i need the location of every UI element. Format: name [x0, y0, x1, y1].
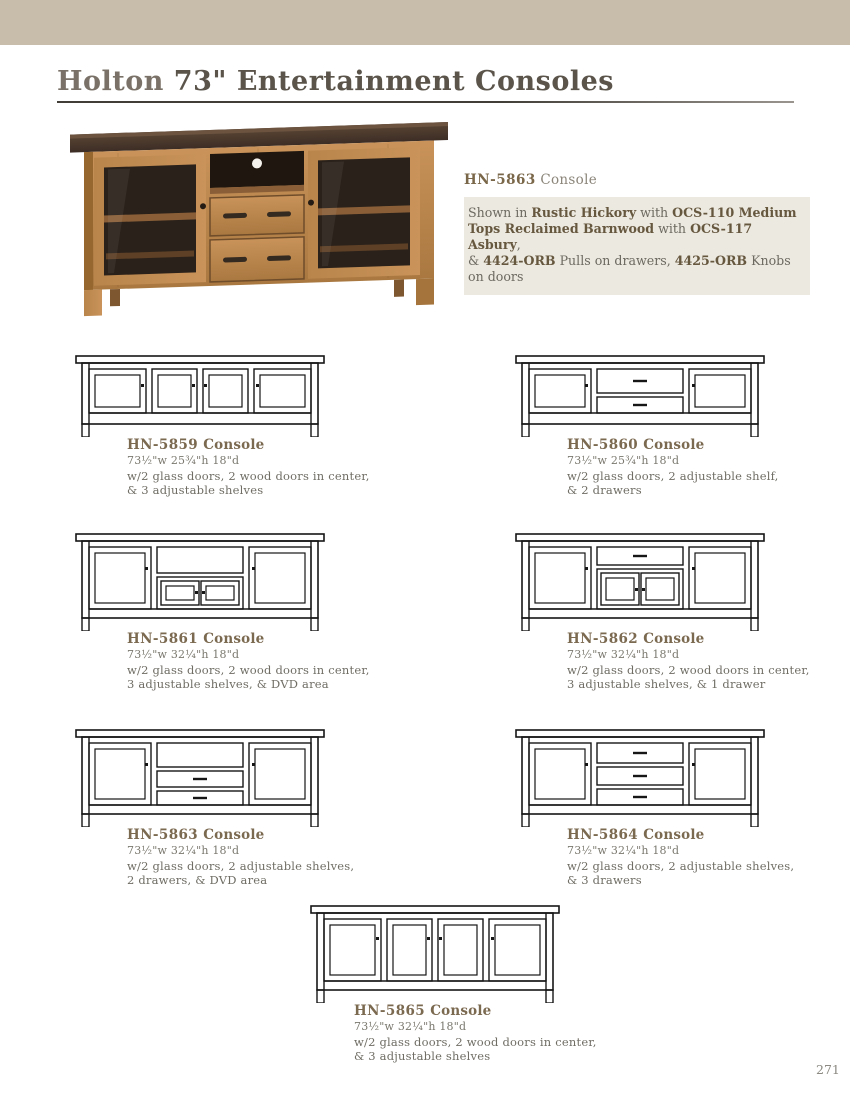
figure-dimensions: 73½"w 32¼"h 18"d	[567, 844, 680, 857]
figure-dimensions: 73½"w 32¼"h 18"d	[567, 648, 680, 661]
console-photo-graphic	[58, 106, 456, 320]
figure-caption	[354, 1003, 597, 1063]
figure-dimensions: 73½"w 32¼"h 18"d	[127, 648, 240, 661]
figure-description-line: w/2 glass doors, 2 wood doors in center,	[127, 663, 370, 677]
figure-description-line: 3 adjustable shelves, & 1 drawer	[567, 676, 766, 691]
page-title	[57, 66, 794, 97]
figure-model-code: HN-5860	[567, 437, 639, 453]
figure-dimensions: 73½"w 25¾"h 18"d	[127, 454, 240, 467]
shown-in-segment: Rustic Hickory	[531, 205, 637, 220]
figure-caption	[567, 827, 794, 887]
console-line-drawing	[310, 903, 597, 1003]
figure-description	[567, 470, 779, 497]
shown-in-segment: Pulls on drawers,	[555, 253, 675, 268]
figure-description-line: & 3 drawers	[567, 872, 642, 887]
hero-caption	[464, 172, 810, 295]
figure-dimensions: 73½"w 25¾"h 18"d	[567, 454, 680, 467]
figure-model-suffix: Console	[643, 827, 705, 843]
figure-description-line: w/2 glass doors, 2 adjustable shelves,	[567, 859, 795, 873]
console-figure	[75, 353, 370, 497]
figure-description-line: 3 adjustable shelves, & DVD area	[127, 676, 329, 691]
figure-model-name	[127, 827, 354, 843]
figure-caption	[567, 437, 779, 497]
figure-model-suffix: Console	[203, 827, 265, 843]
shown-in-segment: OCS-110 Medium	[672, 205, 797, 220]
console-line-drawing	[75, 727, 354, 827]
figure-description	[354, 1036, 597, 1063]
figure-description	[127, 664, 370, 691]
shown-in-segment: with	[636, 205, 673, 220]
figure-description-line: & 2 drawers	[567, 482, 642, 497]
figure-description-line: w/2 glass doors, 2 wood doors in center,	[354, 1035, 597, 1049]
page-title-bold: 73" Entertainment Consoles	[173, 66, 614, 97]
figure-model-name	[567, 631, 810, 647]
title-rule	[57, 101, 794, 103]
figure-description-line: w/2 glass doors, 2 wood doors in center,	[127, 469, 370, 483]
figure-model-name	[354, 1003, 597, 1019]
shown-in-segment: 4425-ORB	[674, 253, 748, 268]
shown-in-line	[468, 221, 802, 253]
shown-in-segment: Tops Reclaimed Barnwood	[468, 221, 655, 236]
figure-caption	[127, 437, 370, 497]
figure-caption	[127, 631, 370, 691]
shown-in-segment: Shown in	[468, 205, 532, 220]
figure-description	[567, 860, 794, 887]
figure-description-line: w/2 glass doors, 2 adjustable shelf,	[567, 469, 779, 483]
shown-in-segment: &	[468, 253, 484, 268]
figure-description-line: 2 drawers, & DVD area	[127, 872, 268, 887]
console-figure	[75, 531, 370, 691]
figure-model-suffix: Console	[203, 631, 265, 647]
shown-in-segment: 4424-ORB	[483, 253, 556, 268]
hero-model-name	[464, 172, 810, 188]
figure-description	[127, 470, 370, 497]
figure-model-code: HN-5861	[127, 631, 199, 647]
figure-description-line: w/2 glass doors, 2 adjustable shelves,	[127, 859, 355, 873]
console-photo	[58, 106, 456, 320]
figure-caption	[127, 827, 354, 887]
top-band	[0, 0, 850, 45]
console-figure	[515, 353, 779, 497]
shown-in-segment: with	[654, 221, 691, 236]
figure-dimensions: 73½"w 32¼"h 18"d	[354, 1020, 467, 1033]
console-figure	[515, 727, 794, 887]
page-number: 271	[816, 1062, 840, 1077]
figure-model-code: HN-5863	[127, 827, 199, 843]
figure-model-code: HN-5865	[354, 1003, 426, 1019]
shown-in-line	[468, 253, 802, 285]
figure-model-name	[127, 437, 370, 453]
console-line-drawing	[75, 531, 370, 631]
figure-model-suffix: Console	[643, 437, 705, 453]
console-figure	[310, 903, 597, 1063]
figure-description-line: & 3 adjustable shelves	[354, 1048, 491, 1063]
page-title-regular: Holton	[57, 66, 174, 97]
shown-in-note	[464, 197, 810, 295]
figure-model-name	[127, 631, 370, 647]
figure-description	[127, 860, 354, 887]
shown-in-line	[468, 205, 802, 221]
figure-caption	[567, 631, 810, 691]
hero-model-code: HN-5863	[464, 172, 536, 188]
shown-in-segment: ,	[516, 237, 521, 252]
figure-description-line: w/2 glass doors, 2 wood doors in center,	[567, 663, 810, 677]
hero-model-suffix: Console	[540, 172, 597, 188]
figure-description	[567, 664, 810, 691]
console-line-drawing	[515, 531, 810, 631]
console-line-drawing	[515, 353, 779, 437]
shown-in-segment: OCS-117 Asbury	[468, 221, 753, 252]
figure-model-name	[567, 827, 794, 843]
shown-in-segment: Knobs on doors	[468, 253, 791, 284]
figure-model-name	[567, 437, 779, 453]
figure-description-line: & 3 adjustable shelves	[127, 482, 264, 497]
console-line-drawing	[75, 353, 370, 437]
figure-model-suffix: Console	[203, 437, 265, 453]
figure-dimensions: 73½"w 32¼"h 18"d	[127, 844, 240, 857]
figure-model-suffix: Console	[430, 1003, 492, 1019]
console-figure	[515, 531, 810, 691]
figure-model-code: HN-5864	[567, 827, 639, 843]
figure-model-code: HN-5862	[567, 631, 639, 647]
figure-model-suffix: Console	[643, 631, 705, 647]
console-figure	[75, 727, 354, 887]
console-line-drawing	[515, 727, 794, 827]
figure-model-code: HN-5859	[127, 437, 199, 453]
